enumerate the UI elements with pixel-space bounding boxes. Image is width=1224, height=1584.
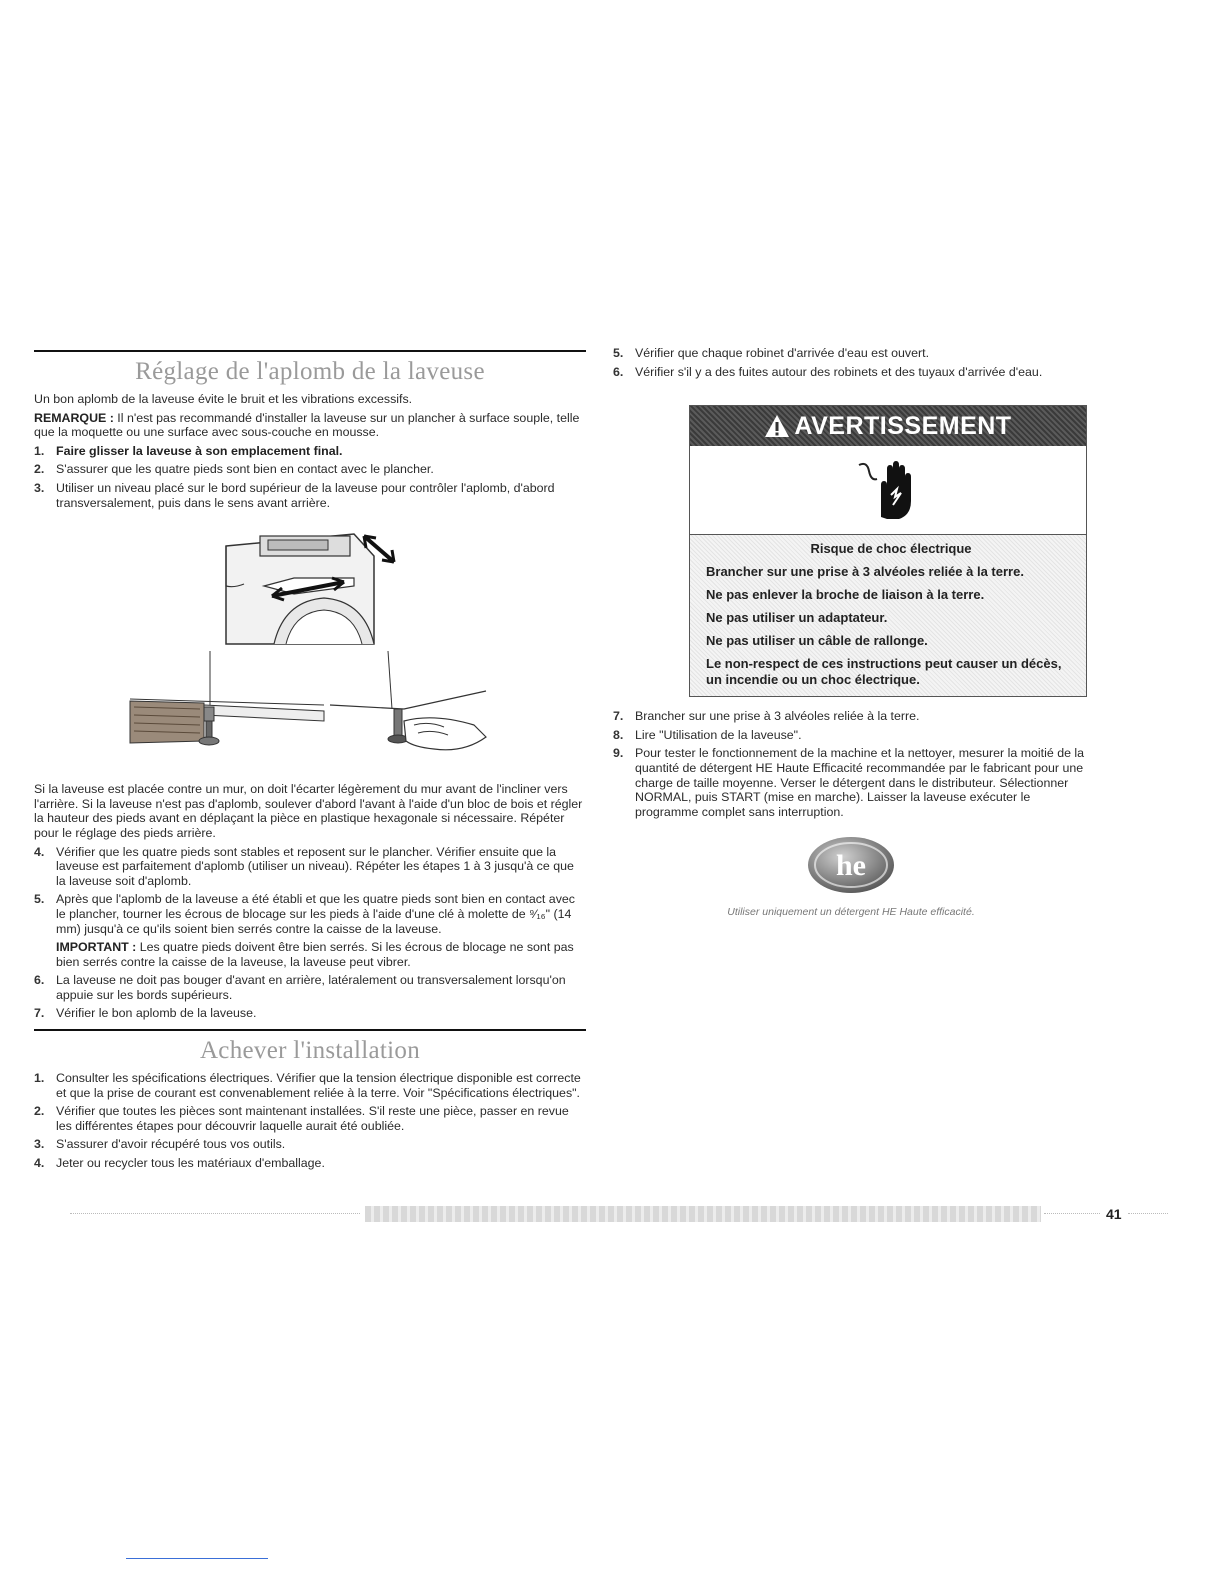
important-paragraph [34,940,586,969]
list-item: 4. Jeter ou recycler tous les matériaux d'emballage. [34,1156,325,1171]
section-rule [34,350,586,352]
warning-text [690,535,1086,696]
warning-line: Ne pas utiliser un adaptateur. [706,610,888,626]
left-column [34,350,586,1175]
list-item: 8. Lire "Utilisation de la laveuse". [613,727,802,742]
warning-triangle-icon [764,414,790,438]
warning-header-text: AVERTISSEMENT [794,411,1012,440]
wall-paragraph: Si la laveuse est placée contre un mur, on doit l'écarter légèrement du mur avant de l'incliner vers l'arrière. Si la laveuse n'est pas d'aplomb, soulever d'abord l'avant à l'aide d'un bloc de bois et régler la hauteur des pieds avant en déplaçant la pièce en plastique hexagonale si nécessaire. Répéter pour le réglage des pieds arrière. [34,782,583,840]
he-logo-text: he [836,849,866,883]
steps-list-bottom [613,709,1089,819]
steps-list-b [34,845,586,937]
list-item: 1. Consulter les spécifications électriques. Vérifier que la tension électrique disponible est correcte et que la prise de courant est convenablement reliée à la terre. Voir "Spécifications électriques". [34,1071,581,1100]
warning-line: Ne pas enlever la broche de liaison à la terre. [706,587,985,603]
steps-list-a [34,444,586,510]
he-logo-icon [806,835,896,895]
list-item: 3. Utiliser un niveau placé sur le bord supérieur de la laveuse pour contrôler l'aplomb, d'abord transversalement, puis dans le sens avant arrière. [34,480,555,510]
remarque-paragraph [34,411,586,440]
list-item: 3. S'assurer d'avoir récupéré tous vos outils. [34,1137,286,1152]
warning-title: Risque de choc électrique [810,541,972,557]
list-item: 6. Vérifier s'il y a des fuites autour des robinets et des tuyaux d'arrivée d'eau. [613,364,1043,379]
right-column [613,346,1089,918]
list-item: 7. Brancher sur une prise à 3 alvéoles reliée à la terre. [613,709,920,724]
list-item: 2. Vérifier que toutes les pièces sont maintenant installées. S'il reste une pièce, passer en revue les différentes étapes pour découvrir laquelle aurait été oubliée. [34,1104,569,1133]
list-item: 1. Faire glisser la laveuse à son emplacement final. [34,443,343,458]
steps-list-c [34,973,586,1021]
warning-line: Le non-respect de ces instructions peut causer un décès, un incendie ou un choc électrique. [706,656,1062,688]
list-item: 6. La laveuse ne doit pas bouger d'avant en arrière, latéralement ou transversalement lorsqu'on appuie sur les bords supérieurs. [34,973,566,1002]
list-item: 5. Après que l'aplomb de la laveuse a été établi et que les quatre pieds sont bien en contact avec le plancher, tourner les écrous de blocage sur les pieds à l'aide d'une clé à molette de ⁹⁄₁₆" (14 mm) jusqu'à ce qu'ils soient bien serrés contre la caisse de la laveuse. [34,892,575,936]
section-title-leveling: Réglage de l'aplomb de la laveuse [135,358,485,385]
remarque-text: Il n'est pas recommandé d'installer la laveuse sur un plancher à surface souple, telle que la moquette ou une surface avec sous-couche en mousse. [34,410,580,440]
warning-header [690,406,1086,446]
footer-dots-left [70,1213,360,1215]
warning-line: Brancher sur une prise à 3 alvéoles reliée à la terre. [706,564,1024,580]
warning-box [689,405,1087,697]
important-label: IMPORTANT : [56,940,137,955]
list-item: 4. Vérifier que les quatre pieds sont stables et reposent sur le plancher. Vérifier ensuite que la laveuse est parfaitement d'aplomb (utiliser un niveau). Répéter les étapes 1 à 3 jusqu'à ce que la laveuse soit d'aplomb. [34,844,574,888]
steps-list-top [613,346,1089,379]
list-item: 7. Vérifier le bon aplomb de la laveuse. [34,1006,257,1021]
section-rule [34,1029,586,1031]
section-title-finish: Achever l'installation [199,1037,421,1065]
washer-level-illustration [224,526,424,646]
page-number: 41 [1106,1206,1122,1222]
steps-list-d [34,1071,586,1171]
list-item: 5. Vérifier que chaque robinet d'arrivée d'eau est ouvert. [613,346,930,360]
list-item: 9. Pour tester le fonctionnement de la machine et la nettoyer, mesurer la moitié de la quantité de détergent HE Haute Efficacité recommandée par le fabricant pour une charge de taille moyenne. Verser le détergent dans le distributeur. Sélectionner NORMAL, puis START (mise en marche). Laisser la laveuse exécuter le programme complet sans interruption. [613,746,1085,819]
bottom-link-line [126,1558,268,1559]
he-logo-area [613,835,1089,918]
electric-shock-hand-icon [853,455,923,525]
list-item: 2. S'assurer que les quatre pieds sont bien en contact avec le plancher. [34,462,434,477]
remarque-label: REMARQUE : [34,410,114,425]
intro-paragraph: Un bon aplomb de la laveuse évite le bruit et les vibrations excessifs. [34,392,413,406]
feet-adjustment-illustration [34,651,586,771]
footer-dots-right [1044,1213,1100,1215]
he-caption: Utiliser uniquement un détergent HE Haute efficacité. [727,906,975,919]
warning-icon-area [690,446,1086,535]
footer-bar [365,1206,1041,1222]
warning-line: Ne pas utiliser un câble de rallonge. [706,633,928,649]
important-text: Les quatre pieds doivent être bien serrés. Si les écrous de blocage ne sont pas bien serrés contre la caisse de la laveuse, la laveuse peut vibrer. [56,940,574,969]
footer-dots-end [1128,1213,1168,1215]
